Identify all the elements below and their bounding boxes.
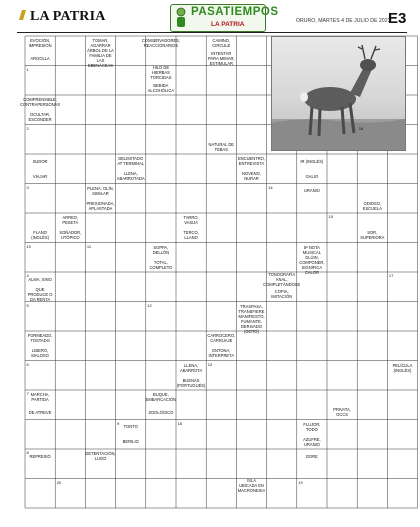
clue-cell: SUDOR (32, 158, 48, 164)
clue-cell: TARRO, VASIJA (183, 215, 199, 226)
clue-cell: PELÍCULA (INGLÉS) (392, 362, 413, 373)
brand-subtitle: LA PATRIA (211, 21, 245, 28)
clue-cell: MARCHA, PARTIDA (30, 392, 50, 403)
clue-number: 17 (388, 273, 394, 278)
clue-cell: LLENA, ABARROTA (179, 362, 203, 373)
clue-cell: ARREO, PESETA (62, 215, 79, 226)
clue-cell: CAMINO, CIRCULE (212, 38, 231, 49)
clue-cell: TERCO, LLANO (183, 230, 199, 241)
clue-number: 11 (86, 243, 92, 249)
clue-number: 18 (177, 420, 182, 426)
clue-cell: SOPPA, DELLÓN (152, 244, 170, 255)
clue-cell: IR (INGLÉS) (300, 158, 324, 164)
clue-cell: HILO DE HIERBAS TORCIDAS (150, 65, 172, 81)
clue-cell: GALIO (305, 173, 319, 179)
clue-cell: ENTONA, INTERPRETA (208, 348, 235, 359)
clue-number: 16 (358, 125, 364, 131)
clue-cell: NOVENO, NURAR (242, 171, 261, 182)
clue-number: 2 (26, 125, 29, 131)
clue-cell: TRASPASA, TRANSFIERE (238, 303, 265, 314)
clue-cell: EVOCIÓN, IMPRESIÓN (28, 38, 52, 49)
clue-number: 9 (117, 420, 120, 426)
clue-number: 13 (207, 361, 213, 367)
clue-cell: REPRESIÓ (29, 453, 51, 459)
deer-illustration (272, 37, 405, 150)
clue-cell: GLÚIN, COMPONER, SIGNIFICA CALOR (299, 254, 325, 275)
clue-cell: PRIVATA, OCCS (333, 407, 351, 418)
clue-cell: DETENTACIÓN, LUGO (85, 451, 116, 462)
clue-cell: TONOGRAFÍA ANAL, COMPLETÁNDOSE (263, 271, 301, 287)
clue-cell: QUE PRODUCE O DA RENTA (27, 286, 53, 302)
clue-cell: BEBIDA ALCOHÓLICA (147, 82, 175, 93)
clue-cell: SOR, SUPERIORA (360, 230, 385, 241)
clue-cell: DORE (305, 453, 318, 459)
clue-cell: ISLA UBICADA EN MACRONESIA (237, 478, 266, 494)
clue-cell: OCULTAR, ESCONDER (28, 112, 52, 123)
clue-cell: BERILIO (122, 439, 139, 445)
clue-number: 7 (26, 391, 29, 396)
clue-cell: LLENA, ABARROTADA (116, 171, 145, 182)
clue-number: 14 (268, 184, 273, 190)
clue-cell: VIAJAR (32, 173, 48, 179)
clue-number: 1 (26, 66, 29, 72)
clue-cell: ALMA, SINO (28, 276, 52, 282)
clue-cell: ODIOSO, ESCUELA (362, 200, 382, 211)
clue-number: 5 (26, 302, 29, 308)
clue-cell: MANIFIESTO, FUMANTE, DERIVADO (GOTO) (238, 313, 265, 334)
clue-number: 15 (328, 214, 333, 219)
clue-number: 19 (298, 479, 303, 485)
clue-number: 3 (26, 184, 29, 190)
clue-cell: AZUFRE, URANIO (303, 436, 321, 447)
clue-cell: TOTAL, COMPLETO (149, 259, 173, 270)
clue-cell: FLUJOR, TODO (303, 421, 321, 432)
page-number: E3 (388, 10, 407, 27)
clue-number: 4 (26, 273, 29, 278)
clue-number: 6 (26, 361, 29, 367)
clue-cell: SOÑADOR, UTÓPICO (59, 230, 82, 241)
clue-cell: CONSERVADORES, REACCIONARIOS (141, 38, 181, 49)
clue-cell: BUQUE, EMBARCACIÓN (145, 392, 177, 403)
deer-photo (271, 36, 406, 151)
clue-cell: BUENAS (PORTUGUÉS) (176, 377, 206, 388)
clue-cell: PRESIONADA, APLASTADA (86, 200, 115, 211)
clue-cell: URANIO (303, 188, 320, 194)
clue-cell: FLANO (INGLÉS) (31, 230, 49, 241)
clue-cell: 5ª NOTA MUSICAL (302, 244, 321, 255)
dateline: ORURO, MARTES 4 DE JULIO DE 2023 (296, 18, 391, 24)
clue-cell: LIBERO, MALOSO (31, 348, 49, 359)
clue-cell: DE ATREVE (28, 409, 52, 415)
clue-cell: CARROCERO, CARRUAJE (207, 333, 236, 344)
clue-number: 10 (26, 243, 31, 249)
clue-cell: DELIMITADO AT TERMINAL (117, 156, 144, 167)
clue-cell: ENCUENTRO, ENTREVISTA (237, 156, 266, 167)
clue-number: 8 (26, 450, 29, 455)
clue-cell: ZOOLÓGICO (148, 409, 174, 415)
clue-cell: FORMEADO, TOSTADO (27, 333, 53, 344)
clue-cell: NATURAL DE TEBAS (208, 141, 235, 152)
clue-cell: ÁRBOL DE LA FAMILIA DE LAS EBENÁCEAS (87, 48, 114, 69)
clue-cell: PLENA, OLÍN, SIMILAR (87, 185, 114, 196)
clue-cell: TOMAR, AGARRAR (90, 38, 111, 49)
clue-number: 12 (147, 302, 152, 308)
brand-title: PASATIEMPOS (191, 6, 279, 18)
clue-number: 20 (56, 479, 62, 485)
clue-cell: COPIA, IMITACIÓN (271, 289, 293, 300)
clue-cell: INTENTAR PARA MIMAR, ESTIMULAR (208, 50, 235, 66)
clue-cell: COMPRENSIBLE; CONTRAPERSONAS (20, 97, 61, 108)
clue-cell: TONTO (123, 424, 138, 430)
logo-text: LA PATRIA (30, 9, 106, 24)
clue-cell: ARGOLLA (30, 55, 50, 61)
